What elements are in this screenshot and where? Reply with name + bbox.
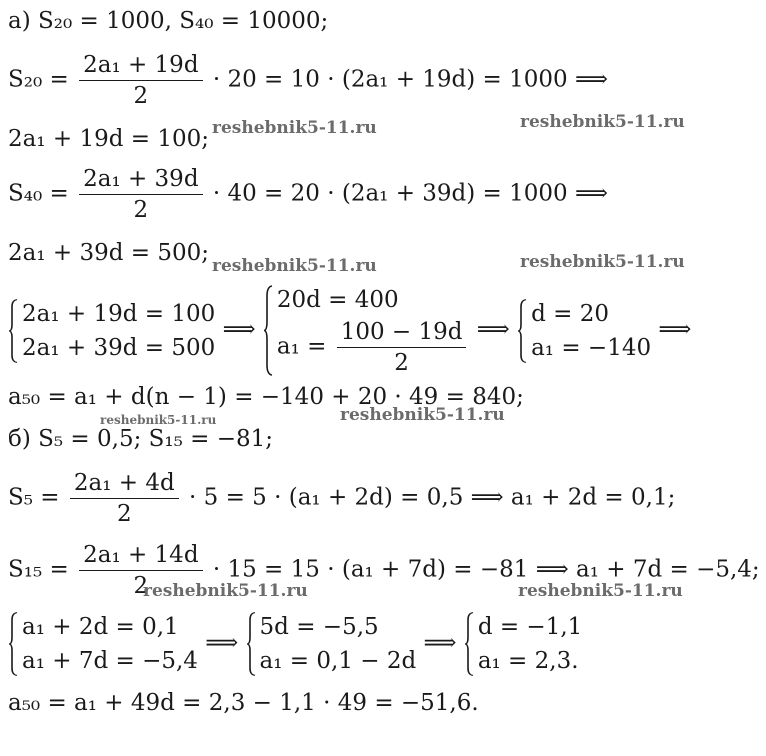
brace-icon (517, 299, 527, 363)
s5-label: S₅ = (8, 484, 60, 511)
brace-icon (8, 612, 18, 676)
brace-icon (464, 612, 474, 676)
s40-label: S₄₀ = (8, 180, 69, 207)
s20-expansion: · 20 = 10 · (2a₁ + 19d) = 1000 ⟹ (212, 66, 608, 93)
watermark: reshebnik5-11.ru (518, 581, 683, 601)
system-row: d = 20 (531, 300, 609, 327)
system-row: a₁ = 2,3. (477, 648, 579, 674)
system-row (277, 317, 470, 378)
fraction-numerator: 2a₁ + 4d (70, 468, 179, 499)
system-row: a₁ + 7d = −5,4 (22, 648, 198, 674)
watermark: reshebnik5-11.ru (100, 413, 217, 427)
system-row: d = −1,1 (477, 614, 583, 640)
system-row: a₁ + 2d = 0,1 (22, 614, 179, 640)
systems-row-a (8, 283, 691, 378)
system-row: 20d = 400 (276, 287, 399, 313)
s40-expansion: · 40 = 20 · (2a₁ + 39d) = 1000 ⟹ (212, 180, 608, 207)
brace-icon (8, 299, 18, 363)
implies-arrow: ⟹ (205, 630, 239, 656)
s15-expansion: · 15 = 15 · (a₁ + 7d) = −81 ⟹ a₁ + 7d = −5,4; (212, 556, 760, 583)
system-2 (263, 283, 470, 378)
fraction-a1 (337, 317, 467, 378)
watermark: reshebnik5-11.ru (340, 405, 505, 425)
watermark: reshebnik5-11.ru (520, 252, 685, 272)
fraction-denominator: 2 (394, 350, 409, 376)
s20-label: S₂₀ = (8, 66, 69, 93)
equation-result-1: 2a₁ + 19d = 100; (8, 126, 209, 152)
system-3 (517, 297, 651, 365)
implies-arrow: ⟹ (222, 316, 256, 343)
fraction-s20 (79, 50, 202, 111)
system-4 (8, 610, 198, 678)
fraction-s5 (70, 468, 179, 529)
fraction-s40 (79, 164, 202, 225)
equation-s40 (8, 164, 608, 225)
watermark: reshebnik5-11.ru (212, 118, 377, 138)
system-row: 2a₁ + 39d = 500 (22, 334, 216, 361)
condition-b: б) S₅ = 0,5; S₁₅ = −81; (8, 426, 274, 452)
fraction-denominator: 2 (133, 197, 149, 223)
fraction-numerator: 2a₁ + 19d (79, 50, 202, 81)
watermark: reshebnik5-11.ru (212, 256, 377, 276)
implies-arrow: ⟹ (658, 316, 692, 343)
s5-expansion: · 5 = 5 · (a₁ + 2d) = 0,5 ⟹ a₁ + 2d = 0,1; (189, 484, 676, 511)
implies-arrow: ⟹ (423, 630, 457, 656)
fraction-numerator: 100 − 19d (337, 317, 467, 348)
equation-s20 (8, 50, 608, 111)
fraction-denominator: 2 (116, 501, 132, 527)
watermark: reshebnik5-11.ru (520, 112, 685, 132)
system-5 (246, 610, 417, 678)
equation-s5 (8, 468, 675, 529)
fraction-denominator: 2 (133, 573, 149, 599)
equation-result-2: 2a₁ + 39d = 500; (8, 240, 209, 266)
system-6 (464, 610, 582, 678)
watermark: reshebnik5-11.ru (143, 581, 308, 601)
a1-label: a₁ = (276, 333, 327, 360)
systems-row-b (8, 610, 582, 678)
system-row: a₁ = 0,1 − 2d (259, 648, 417, 674)
condition-a: а) S₂₀ = 1000, S₄₀ = 10000; (8, 8, 329, 34)
fraction-numerator: 2a₁ + 39d (79, 164, 202, 195)
equation-a50-b: a₅₀ = a₁ + 49d = 2,3 − 1,1 · 49 = −51,6. (8, 690, 479, 716)
fraction-denominator: 2 (133, 83, 149, 109)
brace-icon (263, 285, 273, 376)
system-1 (8, 297, 215, 365)
fraction-numerator: 2a₁ + 14d (79, 540, 202, 571)
implies-arrow: ⟹ (476, 316, 510, 343)
system-row: 5d = −5,5 (259, 614, 379, 640)
brace-icon (246, 612, 256, 676)
s15-label: S₁₅ = (8, 556, 69, 583)
system-row: 2a₁ + 19d = 100 (22, 300, 216, 327)
system-row: a₁ = −140 (531, 334, 652, 361)
equation-a50-a: a₅₀ = a₁ + d(n − 1) = −140 + 20 · 49 = 840; (8, 384, 524, 410)
